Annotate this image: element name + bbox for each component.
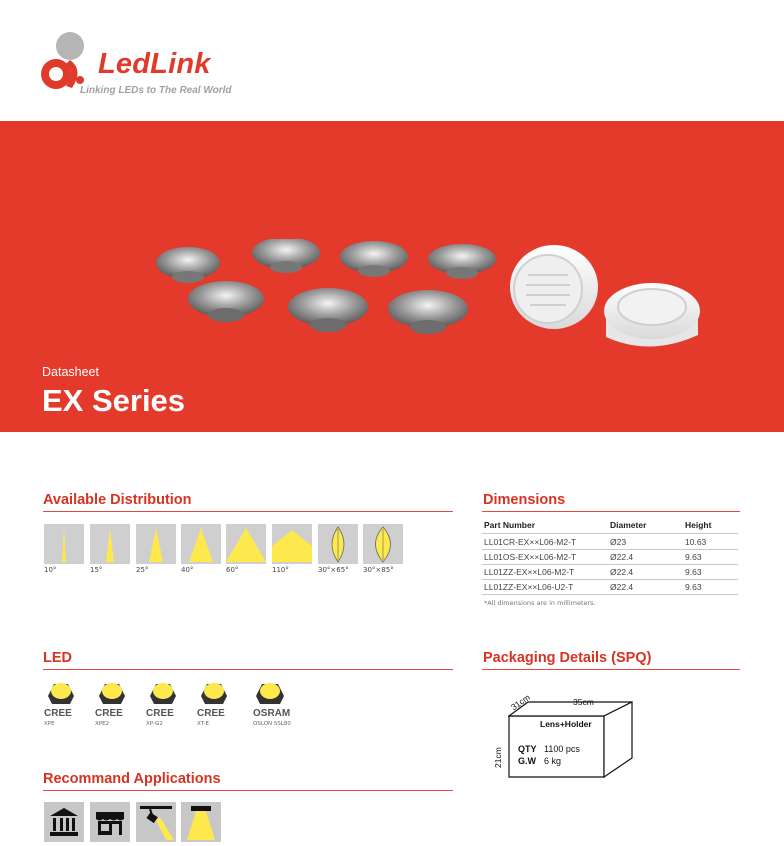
led-brand: CREE <box>44 708 72 719</box>
distribution-label: 30°×65° <box>318 566 349 574</box>
distribution-label: 40° <box>181 566 194 574</box>
brand-name: LedLink <box>98 48 211 80</box>
packaging-heading: Packaging Details (SPQ) <box>483 650 652 666</box>
led-divider <box>43 669 453 670</box>
distribution-heading: Available Distribution <box>43 492 192 508</box>
dimensions-divider <box>482 511 740 512</box>
carton-box-icon <box>508 700 633 778</box>
led-model: XP-G2 <box>146 721 163 727</box>
table-cell: LL01CR-EX××L06-M2-T <box>484 537 577 547</box>
lens-product-image <box>150 239 710 359</box>
table-header: Part Number <box>484 520 536 530</box>
beam-10-icon <box>44 524 84 564</box>
brand-tagline: Linking LEDs to The Real World <box>80 85 232 96</box>
beam-15-icon <box>90 524 130 564</box>
distribution-divider <box>43 511 453 512</box>
table-cell: 10.63 <box>685 537 707 547</box>
led-brand: OSRAM <box>253 708 291 719</box>
table-cell: LL01ZZ-EX××L06-M2-T <box>484 567 575 577</box>
led-chip-icon <box>197 678 231 706</box>
table-divider <box>482 533 738 534</box>
qty-label: QTY <box>518 744 537 754</box>
distribution-label: 30°×85° <box>363 566 394 574</box>
table-divider <box>482 579 738 580</box>
track-spotlight-icon <box>136 802 176 842</box>
distribution-label: 10° <box>44 566 57 574</box>
box-length: 35cm <box>573 697 594 707</box>
led-chip-icon <box>44 678 78 706</box>
beam-40-icon <box>181 524 221 564</box>
led-brand: CREE <box>146 708 174 719</box>
table-header: Height <box>685 520 712 530</box>
table-cell: 9.63 <box>685 582 702 592</box>
led-chip-icon <box>95 678 129 706</box>
table-header: Diameter <box>610 520 647 530</box>
brand-logo <box>40 30 260 100</box>
downlight-icon <box>181 802 221 842</box>
table-cell: Ø22.4 <box>610 552 634 562</box>
distribution-label: 25° <box>136 566 149 574</box>
series-title: EX Series <box>42 383 186 418</box>
table-cell: Ø23 <box>610 537 627 547</box>
museum-icon <box>44 802 84 842</box>
applications-heading: Recommand Applications <box>43 771 221 787</box>
led-brand: CREE <box>197 708 225 719</box>
distribution-label: 110° <box>272 566 289 574</box>
shop-icon <box>90 802 130 842</box>
dimensions-heading: Dimensions <box>483 492 566 508</box>
led-brand: CREE <box>95 708 123 719</box>
led-model: XPE <box>44 721 55 727</box>
box-content: Lens+Holder <box>540 719 592 729</box>
distribution-label: 15° <box>90 566 103 574</box>
beam-60-icon <box>226 524 266 564</box>
distribution-label: 60° <box>226 566 239 574</box>
box-height: 21cm <box>493 747 503 768</box>
qty-value: 1100 pcs <box>544 744 580 754</box>
beam-110-icon <box>272 524 312 564</box>
table-cell: Ø22.4 <box>610 567 634 577</box>
table-divider <box>482 564 738 565</box>
led-model: XPE2 <box>95 721 110 727</box>
table-cell: Ø22.4 <box>610 582 634 592</box>
table-cell: LL01ZZ-EX××L06-U2-T <box>484 582 574 592</box>
hero-banner <box>0 121 784 432</box>
packaging-divider <box>482 669 740 670</box>
dimensions-note: *All dimensions are in millimeters. <box>484 599 596 607</box>
table-cell: 9.63 <box>685 552 702 562</box>
led-chip-icon <box>253 678 287 706</box>
gw-label: G.W <box>518 756 536 766</box>
led-model: XT-E <box>197 721 209 727</box>
led-model: OSLON SSL80 <box>253 721 291 727</box>
applications-divider <box>43 790 453 791</box>
gw-value: 6 kg <box>544 756 562 766</box>
table-cell: LL01OS-EX××L06-M2-T <box>484 552 577 562</box>
led-chip-icon <box>146 678 180 706</box>
datasheet-label: Datasheet <box>42 365 99 379</box>
box-width: 31cm <box>509 692 532 713</box>
beam-oval-icon <box>318 524 358 564</box>
led-heading: LED <box>43 650 72 666</box>
table-cell: 9.63 <box>685 567 702 577</box>
table-divider <box>482 594 738 595</box>
table-divider <box>482 549 738 550</box>
beam-oval-icon <box>363 524 403 564</box>
beam-25-icon <box>136 524 176 564</box>
